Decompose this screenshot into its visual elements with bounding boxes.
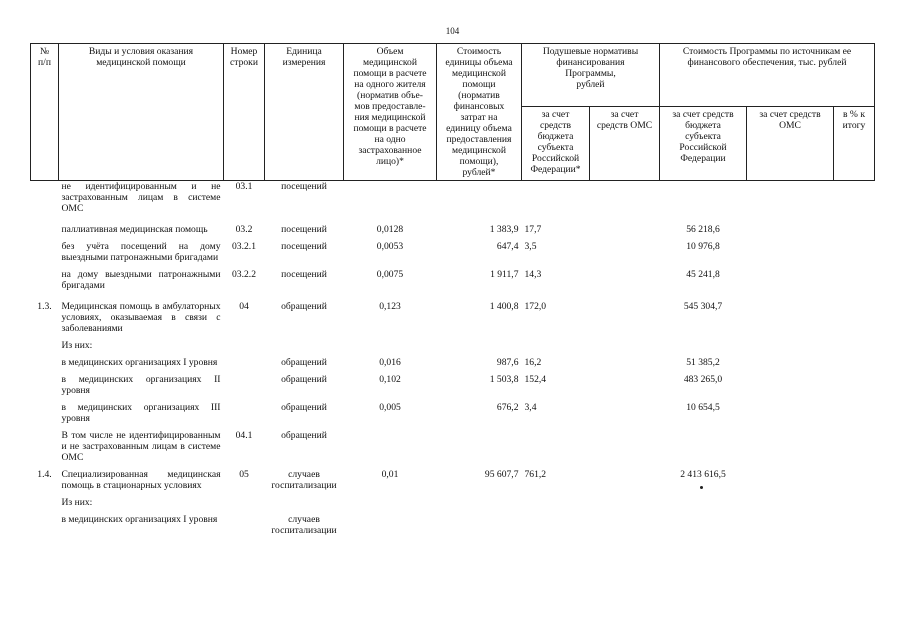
row-unit-cost: 95 607,7 [484,469,519,480]
row-label: В том числе не идентифицированным и не застрахованным лицам в системе ОМС [61,430,221,463]
row-cost-oms [747,424,834,463]
row-number [31,491,59,508]
row-unit: обращений [281,374,327,385]
header-cost-oms: за счет средств ОМС [747,107,834,181]
row-number [31,181,59,215]
row-per-capita-oms [590,291,660,334]
row-unit-cost: 1 383,9 [489,224,519,235]
row-cost-percent [834,235,875,263]
row-number [31,235,59,263]
row-unit: посещений [281,269,327,280]
row-label: паллиативная медицинская помощь [61,224,208,235]
header-volume: Объем медицинской помощи в расчете на одного жителя (норматив объе- мов предоставле- ния медицинской помощи в расчете на одно застрахованное лицо)* [344,44,437,181]
row-line-number: 03.2.2 [232,269,256,280]
row-per-capita-oms [590,396,660,424]
header-number: № п/п [31,44,59,181]
header-per-capita-budget: за счет средств бюджета субъекта Российской Федерации* [522,107,590,181]
row-per-capita-budget [522,181,590,215]
row-label: на дому выездными патронажными бригадами [61,269,221,291]
row-cost-percent [834,491,875,508]
row-per-capita-budget: 152,4 [524,374,547,385]
row-line-number [224,396,265,424]
row-cost-oms [747,235,834,263]
row-number [31,263,59,291]
row-cost-budget: 10 654,5 [686,402,720,413]
row-unit-cost: 987,6 [496,357,519,368]
row-per-capita-oms [590,214,660,235]
row-label: Из них: [61,497,93,508]
row-per-capita-budget [522,491,590,508]
row-number [31,214,59,235]
row-unit: обращений [281,357,327,368]
row-per-capita-budget [522,508,590,536]
row-cost-oms [747,334,834,351]
row-cost-budget: 45 241,8 [686,269,720,280]
row-cost-percent [834,263,875,291]
row-cost-percent [834,351,875,368]
row-volume: 0,01 [381,469,399,480]
row-unit: обращений [281,402,327,413]
row-cost-percent [834,181,875,215]
row-cost-oms [747,396,834,424]
row-cost-budget: 483 265,0 [683,374,723,385]
row-per-capita-budget [522,334,590,351]
row-cost-oms [747,368,834,396]
row-per-capita-budget: 172,0 [524,301,547,312]
row-number [31,396,59,424]
header-cost-percent: в % к итогу [834,107,875,181]
row-line-number: 03.2.1 [232,241,256,252]
row-unit: посещений [281,224,327,235]
row-cost-oms [747,263,834,291]
row-unit-cost [437,181,522,215]
table-row [31,235,875,263]
row-cost-percent [834,396,875,424]
row-cost-budget [660,334,747,351]
row-line-number [224,334,265,351]
page-number: 104 [445,26,460,36]
row-per-capita-oms [590,368,660,396]
row-line-number [224,491,265,508]
header-cost-budget: за счет средств бюджета субъекта Российской Федерации [660,107,747,181]
header-unit: Единица измерения [265,44,344,181]
row-line-number: 04 [239,301,249,312]
row-label: Специализированная медицинская помощь в стационарных условиях [61,469,221,491]
row-cost-percent [834,368,875,396]
row-volume: 0,0053 [376,241,404,252]
row-label: без учёта посещений на дому выездными патронажными бригадами [61,241,221,263]
row-line-number: 04.1 [235,430,253,441]
row-volume [344,508,437,536]
row-line-number [224,368,265,396]
table-row [31,508,875,536]
row-per-capita-budget: 14,3 [524,269,542,280]
row-cost-oms [747,351,834,368]
row-number [31,368,59,396]
table-row [31,396,875,424]
row-number: 1.4. [37,469,52,480]
row-number: 1.3. [37,301,52,312]
row-cost-oms [747,491,834,508]
row-line-number: 03.2 [235,224,253,235]
row-per-capita-budget: 3,4 [524,402,537,413]
row-volume: 0,0075 [376,269,404,280]
row-cost-budget: 545 304,7 [683,301,723,312]
row-unit: обращений [281,301,327,312]
row-per-capita-oms [590,463,660,491]
row-cost-budget: 10 976,8 [686,241,720,252]
financing-table [30,43,875,536]
row-volume [344,491,437,508]
row-per-capita-budget: 17,7 [524,224,542,235]
row-unit: случаев госпитализации [271,469,337,491]
row-cost-budget [660,424,747,463]
row-line-number [224,351,265,368]
row-volume: 0,102 [379,374,401,385]
row-per-capita-oms [590,181,660,215]
row-line-number: 03.1 [235,181,253,192]
row-cost-oms [747,463,834,491]
header-program-cost-group: Стоимость Программы по источникам ее финансового обеспечения, тыс. рублей [660,44,875,107]
table-row [31,291,875,334]
row-cost-budget: 56 218,6 [686,224,720,235]
row-cost-percent [834,214,875,235]
row-cost-oms [747,508,834,536]
table-body [31,181,875,537]
row-volume: 0,0128 [376,224,404,235]
row-line-number [224,508,265,536]
table-row [31,491,875,508]
row-unit [265,334,344,351]
row-per-capita-oms [590,424,660,463]
row-label: не идентифицированным и не застрахованным лицам в системе ОМС [61,181,221,214]
table-row [31,334,875,351]
row-per-capita-oms [590,508,660,536]
row-label: в медицинских организациях III уровня [61,402,221,424]
row-cost-percent [834,508,875,536]
row-per-capita-oms [590,491,660,508]
row-cost-budget [660,491,747,508]
table-row [31,181,875,215]
row-volume: 0,123 [379,301,401,312]
header-line-number: Номер строки [224,44,265,181]
row-volume [344,334,437,351]
row-number [31,334,59,351]
row-unit: обращений [281,430,327,441]
row-label: Из них: [61,340,93,351]
row-unit-cost: 1 503,8 [489,374,519,385]
scan-speck [700,486,703,489]
row-cost-oms [747,214,834,235]
row-label: в медицинских организациях I уровня [61,357,218,368]
header-per-capita-oms: за счет средств ОМС [590,107,660,181]
header-per-capita-group: Подушевые нормативы финансирования Программы, рублей [522,44,660,107]
row-per-capita-oms [590,263,660,291]
row-unit-cost: 676,2 [496,402,519,413]
table-row [31,424,875,463]
row-cost-oms [747,291,834,334]
table-row [31,368,875,396]
row-unit: случаев госпитализации [271,514,337,536]
row-cost-percent [834,334,875,351]
row-unit-cost: 647,4 [496,241,519,252]
row-unit-cost [437,334,522,351]
row-unit-cost: 1 911,7 [490,269,519,280]
row-line-number: 05 [239,469,249,480]
row-cost-budget: 51 385,2 [686,357,720,368]
row-per-capita-oms [590,351,660,368]
header-unit-cost: Стоимость единицы объема медицинской помощи (норматив финансовых затрат на единицу объема предоставления медицинской помощи), рублей* [437,44,522,181]
row-unit: посещений [281,181,327,192]
row-volume [344,181,437,215]
row-cost-oms [747,181,834,215]
row-per-capita-budget [522,424,590,463]
row-number [31,508,59,536]
row-cost-percent [834,463,875,491]
row-per-capita-oms [590,235,660,263]
row-unit-cost [437,491,522,508]
row-volume: 0,016 [379,357,401,368]
row-volume [344,424,437,463]
table-row [31,214,875,235]
row-cost-percent [834,291,875,334]
row-cost-budget: 2 413 616,5 [680,469,726,480]
table-row [31,351,875,368]
row-per-capita-budget: 3,5 [524,241,537,252]
row-label: Медицинская помощь в амбулаторных условиях, оказываемая в связи с заболеваниями [61,301,221,334]
header-care-kind: Виды и условия оказания медицинской помощи [59,44,224,181]
row-per-capita-budget: 16,2 [524,357,542,368]
row-cost-budget [660,181,747,215]
row-cost-budget [660,508,747,536]
row-unit-cost: 1 400,8 [489,301,519,312]
row-number [31,351,59,368]
row-unit-cost [437,424,522,463]
row-label: в медицинских организациях II уровня [61,374,221,396]
row-unit-cost [437,508,522,536]
row-volume: 0,005 [379,402,401,413]
row-cost-percent [834,424,875,463]
row-unit: посещений [281,241,327,252]
row-number [31,424,59,463]
row-label: в медицинских организациях I уровня [61,514,218,525]
table-row [31,263,875,291]
table-header [31,44,875,181]
row-per-capita-oms [590,334,660,351]
row-per-capita-budget: 761,2 [524,469,547,480]
table-row [31,463,875,491]
row-unit [265,491,344,508]
